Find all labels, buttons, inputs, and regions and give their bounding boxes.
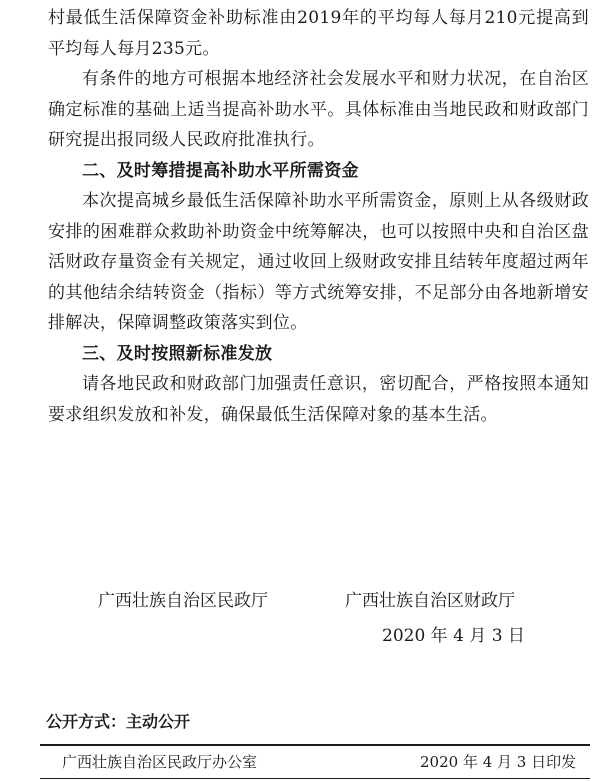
signature-org-finance: 广西壮族自治区财政厅	[345, 591, 515, 611]
signature-org-civil-affairs: 广西壮族自治区民政厅	[98, 591, 268, 611]
signature-date: 2020 年 4 月 3 日	[382, 626, 525, 646]
section-heading-funding: 二、及时筹措提高补助水平所需资金	[82, 160, 359, 181]
footer-top-rule	[40, 744, 590, 746]
print-date: 2020 年 4 月 3 日印发	[420, 753, 577, 771]
section-heading-distribution: 三、及时按照新标准发放	[82, 343, 273, 364]
paragraph-standard-continuation: 村最低生活保障资金补助标准由2019年的平均每人每月210元提高到平均每人每月235元。	[48, 8, 589, 59]
paragraph-distribution: 请各地民政和财政部门加强责任意识，密切配合，严格按照本通知要求组织发放和补发，确保最低生活保障对象的基本生活。	[48, 374, 589, 425]
document-body	[48, 3, 589, 430]
disclosure-label: 公开方式：主动公开	[46, 712, 191, 731]
paragraph-funding: 本次提高城乡最低生活保障补助水平所需资金，原则上从各级财政安排的困难群众救助补助资金中统筹解决，也可以按照中央和自治区盘活财政存量资金有关规定，通过收回上级财政安排且结转年度超过两年的其他结余结转资金（指标）等方式统筹安排，不足部分由各地新增安排解决，保障调整政策落实到位。	[48, 191, 589, 333]
paragraph-local-adjustment: 有条件的地方可根据本地经济社会发展水平和财力状况，在自治区确定标准的基础上适当提高补助水平。具体标准由当地民政和财政部门研究提出报同级人民政府批准执行。	[48, 69, 589, 150]
issuing-office: 广西壮族自治区民政厅办公室	[62, 753, 258, 771]
footer-bottom-rule	[40, 778, 590, 779]
